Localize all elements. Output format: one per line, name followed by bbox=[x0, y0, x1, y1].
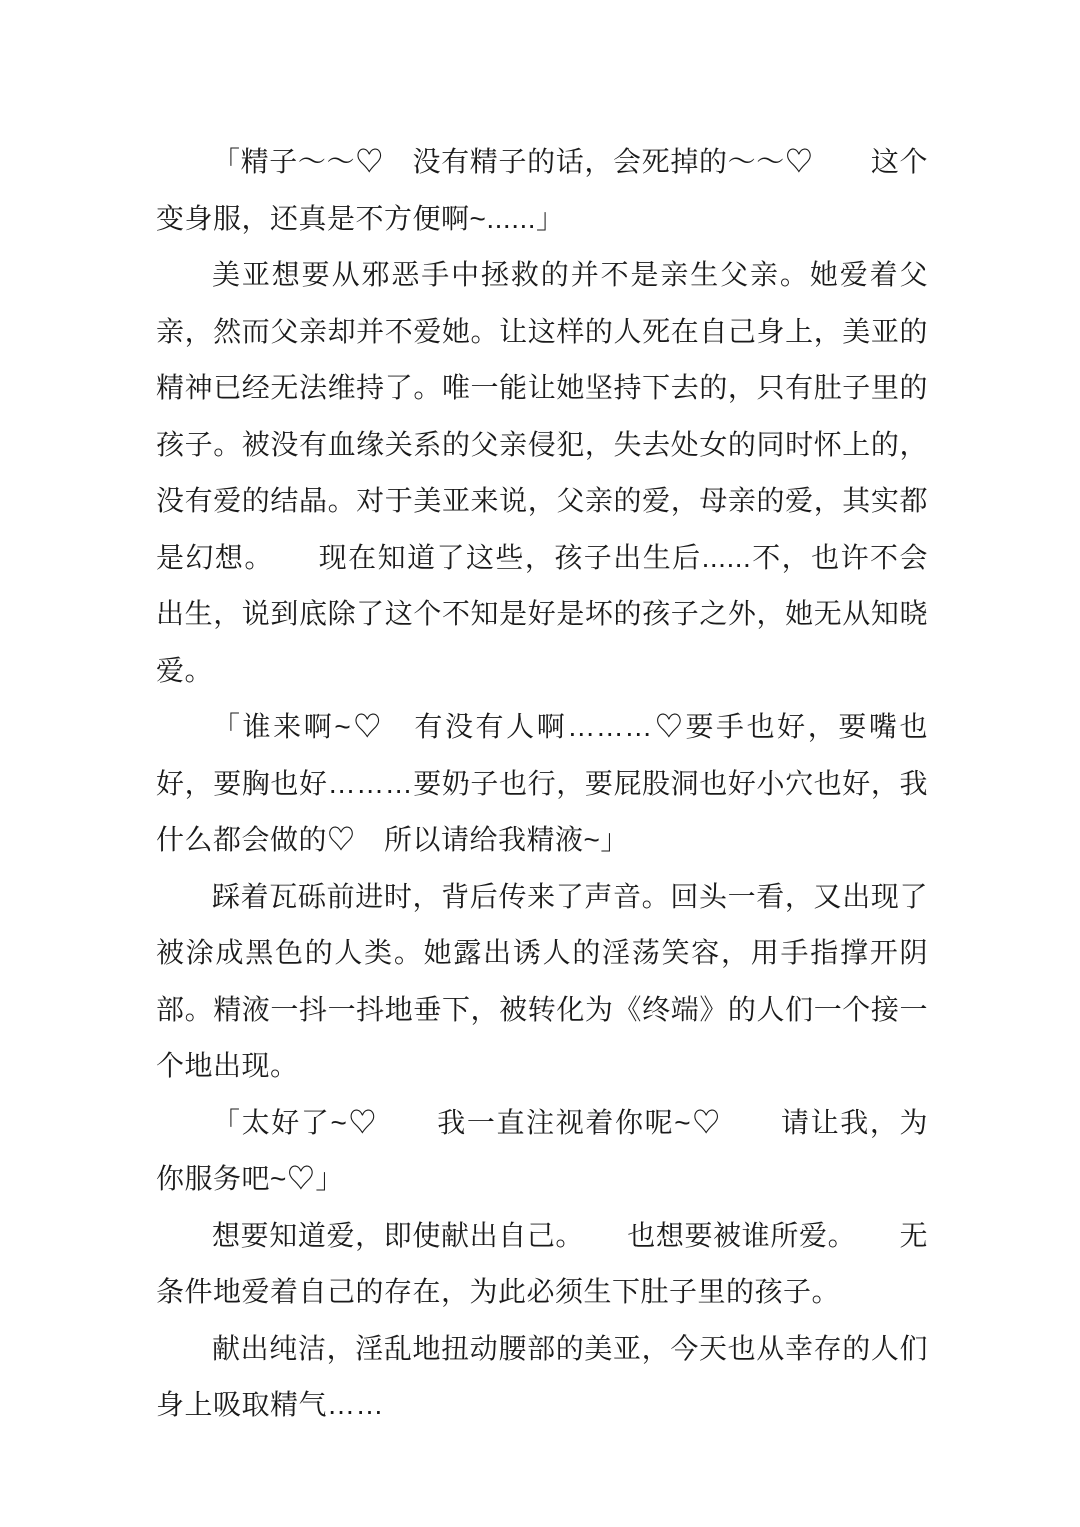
paragraph: 献出纯洁，淫乱地扭动腰部的美亚，今天也从幸存的人们身上吸取精气…… bbox=[156, 1332, 928, 1420]
paragraph: 美亚想要从邪恶手中拯救的并不是亲生父亲。她爱着父亲，然而父亲却并不爱她。让这样的人死在自己身上，美亚的精神已经无法维持了。唯一能让她坚持下去的，只有肚子里的孩子。被没有血缘关系的父亲侵犯，失去处女的同时怀上的，没有爱的结晶。对于美亚来说，父亲的爱，母亲的爱，其实都是幻想。 现在知道了这些，孩子出生后......不，也许不会出生，说到底除了这个不知是好是坏的孩子之外，她无从知晓爱。 bbox=[156, 259, 928, 686]
paragraph: 踩着瓦砾前进时，背后传来了声音。回头一看，又出现了被涂成黑色的人类。她露出诱人的淫荡笑容，用手指撑开阴部。精液一抖一抖地垂下，被转化为《终端》的人们一个接一个地出现。 bbox=[156, 880, 928, 1081]
paragraph: 「谁来啊~♡ 有没有人啊………♡要手也好，要嘴也好，要胸也好………要奶子也行，要屁股洞也好小穴也好，我什么都会做的♡ 所以请给我精液~」 bbox=[156, 711, 928, 855]
paragraph: 「精子～～♡ 没有精子的话，会死掉的～～♡ 这个变身服，还真是不方便啊~......」 bbox=[156, 146, 928, 234]
paragraph: 想要知道爱，即使献出自己。 也想要被谁所爱。 无条件地爱着自己的存在，为此必须生下肚子里的孩子。 bbox=[156, 1219, 928, 1307]
paragraph: 「太好了~♡ 我一直注视着你呢~♡ 请让我，为你服务吧~♡」 bbox=[156, 1106, 928, 1194]
